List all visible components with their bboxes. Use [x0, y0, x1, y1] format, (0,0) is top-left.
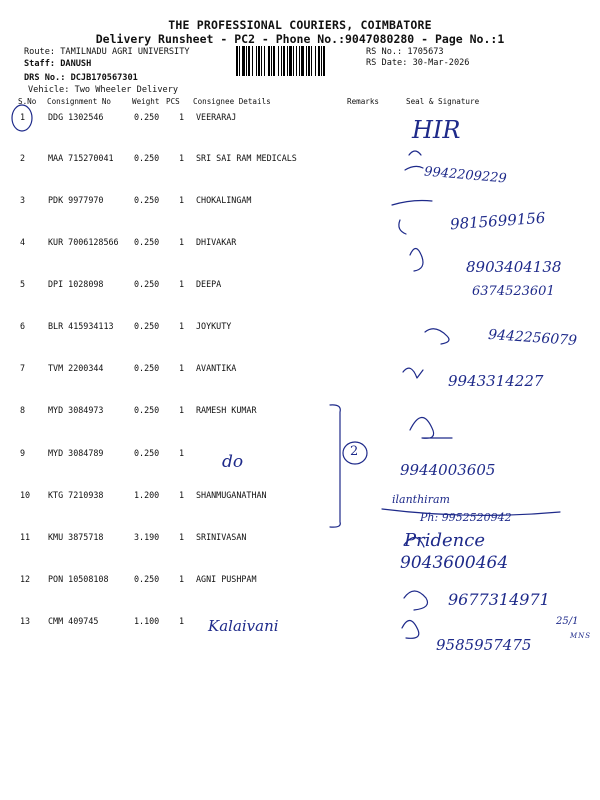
row-pcs: 1	[179, 448, 185, 458]
row-consignment: KMU 3875718	[48, 532, 104, 542]
handwritten-phone: 9815699156	[449, 208, 546, 234]
signature-stroke	[392, 201, 432, 235]
signature-stroke	[405, 151, 423, 170]
row-sno: 11	[20, 532, 31, 542]
row-consignee: VEERARAJ	[196, 112, 237, 122]
row-weight: 0.250	[134, 237, 160, 247]
row-pcs: 1	[179, 405, 185, 415]
vehicle-label: Vehicle: Two Wheeler Delivery	[28, 85, 179, 95]
row-weight: 1.200	[134, 490, 160, 500]
row-consignment: PON 10508108	[48, 574, 109, 584]
row-weight: 3.190	[134, 532, 160, 542]
row-pcs: 1	[179, 532, 185, 542]
row-pcs: 1	[179, 574, 185, 584]
signature-stroke	[403, 368, 423, 378]
row-weight: 0.250	[134, 279, 160, 289]
handwritten-phone: Ph: 9952520942	[420, 511, 512, 524]
row-pcs: 1	[179, 279, 185, 289]
row-sno: 2	[20, 153, 26, 163]
row-consignee: AGNI PUSHPAM	[196, 574, 257, 584]
signature-stroke	[425, 329, 449, 344]
row-sno: 9	[20, 448, 26, 458]
col-header-remarks: Remarks	[347, 97, 380, 106]
row-sno: 13	[20, 616, 31, 626]
col-header-sno: S.No	[18, 97, 37, 106]
col-header-consignment: Consignment No	[47, 97, 112, 106]
row-consignee: SRI SAI RAM MEDICALS	[196, 153, 297, 163]
row-pcs: 1	[179, 195, 185, 205]
handwritten-phone: 9942209229	[423, 164, 508, 187]
row-consignee: DHIVAKAR	[196, 237, 237, 247]
row-consignee: SHANMUGANATHAN	[196, 490, 267, 500]
row-pcs: 1	[179, 112, 185, 122]
row-consignment: PDK 9977970	[48, 195, 104, 205]
handwritten-ditto: do	[222, 452, 244, 472]
row-sno: 7	[20, 363, 26, 373]
row-sno: 5	[20, 279, 26, 289]
row-weight: 0.250	[134, 448, 160, 458]
drs-number: DRS No.: DCJB170567301	[24, 73, 138, 83]
handwritten-name: ilanthiram	[392, 493, 450, 506]
rs-date: RS Date: 30-Mar-2026	[366, 58, 470, 68]
handwritten-phone: 8903404138	[466, 258, 562, 276]
row-sno: 3	[20, 195, 26, 205]
row-consignment: DDG 1302546	[48, 112, 104, 122]
row-consignment: MYD 3084789	[48, 448, 104, 458]
row-weight: 0.250	[134, 574, 160, 584]
route-label: Route: TAMILNADU AGRI UNIVERSITY	[24, 47, 190, 57]
row-consignment: DPI 1028098	[48, 279, 104, 289]
bracket-mark	[330, 405, 340, 527]
row-consignment: KTG 7210938	[48, 490, 104, 500]
row-weight: 0.250	[134, 405, 160, 415]
row-sno: 8	[20, 405, 26, 415]
row-consignment: BLR 415934113	[48, 321, 114, 331]
row-consignment: MYD 3084973	[48, 405, 104, 415]
company-name: THE PROFESSIONAL COURIERS, COIMBATORE	[168, 18, 432, 32]
row-weight: 0.250	[134, 153, 160, 163]
handwritten-phone: 9442256079	[487, 326, 578, 350]
row-pcs: 1	[179, 490, 185, 500]
row-weight: 0.250	[134, 363, 160, 373]
col-header-seal: Seal & Signature	[406, 97, 480, 106]
handwritten-name: Pridence	[404, 530, 485, 551]
row-sno: 12	[20, 574, 31, 584]
row-sno: 4	[20, 237, 26, 247]
row-consignee: RAMESH KUMAR	[196, 405, 257, 415]
signature-stroke	[410, 417, 452, 438]
handwritten-phone: 9585957475	[436, 636, 532, 654]
row-pcs: 1	[179, 153, 185, 163]
rs-number: RS No.: 1705673	[366, 47, 444, 57]
row-consignment: TVM 2200344	[48, 363, 104, 373]
handwritten-name: Kalaivani	[208, 617, 279, 635]
row-consignment: MAA 715270041	[48, 153, 114, 163]
handwritten-time: 25/1	[556, 616, 579, 627]
row-consignee: JOYKUTY	[196, 321, 232, 331]
col-header-weight: Weight	[132, 97, 160, 106]
row-sno: 6	[20, 321, 26, 331]
handwritten-phone: 9677314971	[448, 590, 550, 609]
handwritten-phone: 9944003605	[400, 461, 496, 479]
row-consignment: CMM 409745	[48, 616, 99, 626]
col-header-pcs: PCS	[166, 97, 180, 106]
barcode-image	[236, 46, 364, 76]
row-weight: 0.250	[134, 195, 160, 205]
signature-stroke	[410, 248, 423, 271]
row-pcs: 1	[179, 363, 185, 373]
row-weight: 1.100	[134, 616, 160, 626]
row-pcs: 1	[179, 616, 185, 626]
bracket-number: 2	[350, 444, 359, 459]
row-consignee: SRINIVASAN	[196, 532, 247, 542]
runsheet-subtitle: Delivery Runsheet - PC2 - Phone No.:9047080280 - Page No.:1	[95, 32, 505, 46]
handwritten-phone: 9943314227	[448, 372, 544, 390]
row-consignee: AVANTIKA	[196, 363, 237, 373]
signature-initials: HIR	[412, 116, 461, 144]
row-sno: 10	[20, 490, 31, 500]
col-header-consignee: Consignee Details	[193, 97, 271, 106]
row-weight: 0.250	[134, 321, 160, 331]
handwritten-time-note: MNS	[570, 632, 592, 640]
signature-stroke	[402, 620, 419, 638]
handwritten-phone: 9043600464	[400, 553, 509, 573]
row-consignee: CHOKALINGAM	[196, 195, 252, 205]
row-pcs: 1	[179, 321, 185, 331]
signature-stroke	[404, 591, 428, 610]
staff-label: Staff: DANUSH	[24, 59, 92, 69]
row-weight: 0.250	[134, 112, 160, 122]
row-consignee: DEEPA	[196, 279, 222, 289]
handwritten-phone: 6374523601	[472, 284, 555, 299]
row-consignment: KUR 7006128566	[48, 237, 119, 247]
row-pcs: 1	[179, 237, 185, 247]
row-sno: 1	[20, 112, 26, 122]
